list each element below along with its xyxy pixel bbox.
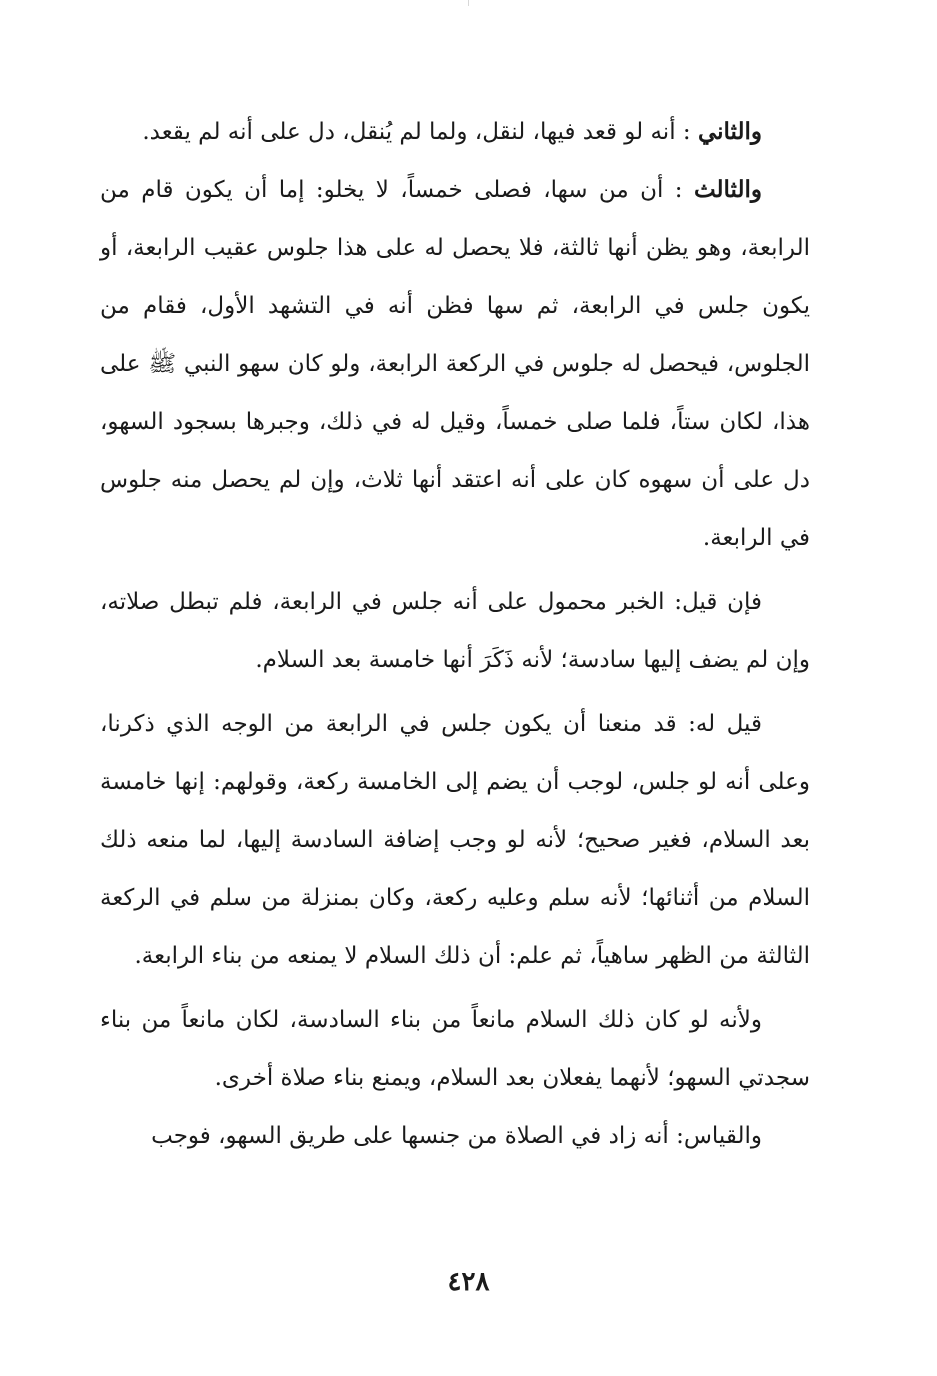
paragraph-text: ولأنه لو كان ذلك السلام مانعاً من بناء السادسة، لكان مانعاً من بناء سجدتي السهو؛ لأنهما يفعلان بعد السلام، ويمنع بناء صلاة أخرى.: [100, 1007, 810, 1091]
paragraph-text: قيل له: قد منعنا أن يكون جلس في الرابعة من الوجه الذي ذكرنا، وعلى أنه لو جلس، لوجب أن يضم إلى الخامسة ركعة، وقولهم: إنها خامسة بعد السلام، فغير صحيح؛ لأنه لو وجب إضافة السادسة إليها، لما منعه ذلك السلام من أثنائها؛ لأنه سلم وعليه ركعة، وكان بمنزلة من سلم في الركعة الثالثة من الظهر ساهياً، ثم علم: أن ذلك السلام لا يمنعه من بناء الرابعة.: [100, 711, 810, 969]
paragraph-text: : أن من سها، فصلى خمساً، لا يخلو: إما أن يكون قام من الرابعة، وهو يظن أنها ثالثة، فلا يحصل له على هذا جلوس عقيب الرابعة، أو يكون جلس في الرابعة، ثم سها فظن أنه في التشهد الأول، فقام من الجلوس، فيحصل له جلوس في الركعة الرابعة، ولو كان سهو النبي ﷺ على هذا، لكان ستاً، فلما صلى خمساً، وقيل له في ذلك، وجبرها بسجود السهو، دل على أن سهوه كان على أنه اعتقد أنها ثلاث، وإن لم يحصل منه جلوس في الرابعة.: [100, 177, 810, 551]
paragraph-second-reason: [100, 103, 810, 161]
paragraph-lead: والثالث: [693, 176, 762, 203]
top-edge-mark: [468, 0, 469, 6]
page-body: [100, 103, 810, 1165]
paragraph-objection: [100, 573, 810, 689]
paragraph-reply: [100, 695, 810, 985]
paragraph-text: والقياس: أنه زاد في الصلاة من جنسها على طريق السهو، فوجب: [151, 1123, 762, 1149]
paragraph-text: : أنه لو قعد فيها، لنقل، ولما لم يُنقل، دل على أنه لم يقعد.: [142, 119, 691, 145]
paragraph-lead: والثاني: [697, 118, 762, 145]
paragraph-further-reply: [100, 991, 810, 1107]
page-number: ٤٢٨: [447, 1267, 490, 1297]
paragraph-text: فإن قيل: الخبر محمول على أنه جلس في الرابعة، فلم تبطل صلاته، وإن لم يضف إليها سادسة؛ لأنه ذَكَرَ أنها خامسة بعد السلام.: [100, 589, 810, 673]
paragraph-analogy: [100, 1107, 810, 1165]
paragraph-third-reason: [100, 161, 810, 567]
